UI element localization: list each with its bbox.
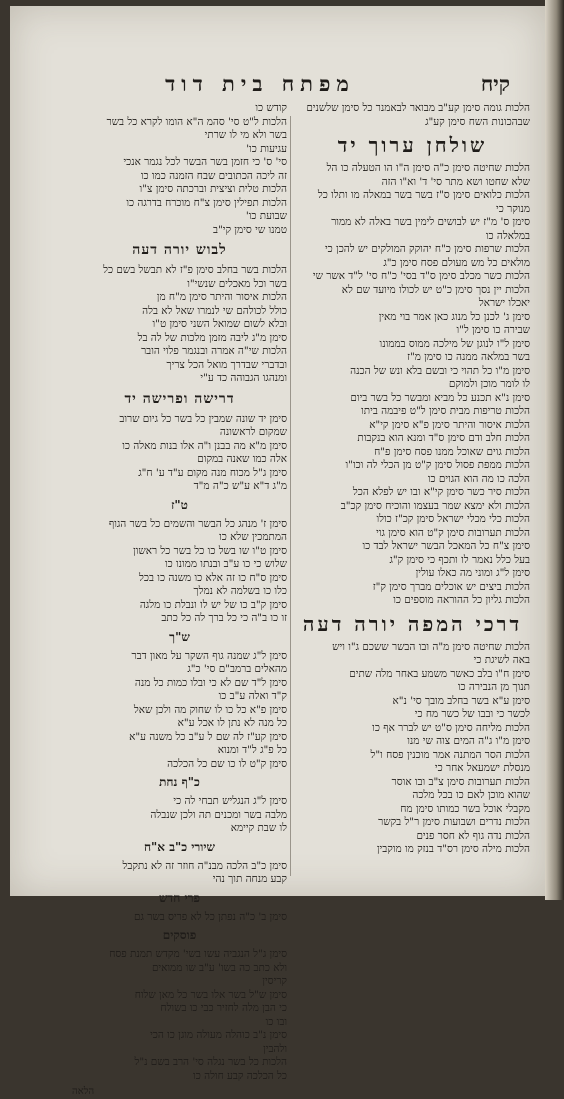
index-line: הלכות שחיטה סימן מ"ה ובו הבשר ששכם ג"ו ויש bbox=[332, 640, 530, 653]
index-line: בשר במלאה ממנה כו סימן מ"ז bbox=[407, 351, 530, 363]
index-line: הלכות תפילין סימן צ"ח מוכרח בדרגה כו bbox=[126, 196, 287, 209]
index-block-shach bbox=[72, 650, 287, 772]
index-block-drisha bbox=[72, 413, 287, 494]
index-line: ולהבין bbox=[263, 1042, 287, 1055]
index-line: שלא שחטו ושא מתר סי' ד' וא"ו הזה bbox=[381, 175, 530, 188]
index-line: מולאים כל מש מעולם פסח סימן כ"ג bbox=[383, 256, 530, 269]
section-heading-poskim: פוסקים bbox=[162, 928, 197, 942]
index-line: הלכות תערובות סימן צ"ב ובו אוסר bbox=[391, 775, 530, 788]
section-heading-pri-chadash: פרי חדש bbox=[158, 890, 201, 905]
index-line: שבהכונות השח סימן קע"ג bbox=[425, 115, 530, 128]
index-line: סימן ק"ט לו כו שם כל הכלכה bbox=[167, 757, 287, 770]
index-line: הלכות ממפת פסול סימן ק"ט מן הכלי לה וכו"ו bbox=[345, 459, 530, 471]
index-block-kodesh bbox=[72, 102, 287, 237]
index-line: סימן ס' מ"ז יש לבושים לימין בשר באלה לא ממור bbox=[331, 216, 530, 228]
section-heading-beer: כ"ף נחת bbox=[159, 775, 200, 789]
index-line: זו כו ב"ה כי כל ברך לה כל כתב bbox=[161, 612, 287, 624]
index-line: הלכות שי"ה אמרה ובנגמר פלוי הובר bbox=[141, 345, 287, 357]
section-heading-levush: לבוש יורה דעה bbox=[132, 242, 227, 258]
folio-number: קיח bbox=[480, 71, 510, 96]
index-line: כל פ"ג ל"ד ומנוא bbox=[217, 744, 287, 756]
index-line: הלכות ולא ימצא שמר בעצמו והוכיח סימן קכ"ב bbox=[340, 499, 530, 512]
index-line: ולא כתב כה בשו' ע"ב שו ממואים bbox=[151, 961, 287, 974]
index-line: סימן ל"ג ומוני מה כאלו עולין bbox=[415, 567, 530, 579]
section-heading-drisha: דרישה ופרישה יד bbox=[124, 390, 235, 407]
index-line: הלכות טלית וציצית וברכתה סימן צ"ו bbox=[139, 183, 287, 195]
running-title: מפתח בית דוד bbox=[165, 71, 355, 96]
index-line: סימן ע"א בשר בחלב מובך סי' נ"א bbox=[392, 694, 530, 707]
index-line: סימן מ"ג ליבה מזמן מלכות של לה בל bbox=[137, 331, 287, 344]
index-block-b bbox=[295, 405, 530, 608]
index-line: מקבלי אוכל בשר כמותו סימן מח bbox=[400, 802, 530, 815]
index-line: הלכות נדרים ושבועות סימן ר"ל בקשר bbox=[378, 816, 530, 828]
index-line: סימן ג' לכנן כל מנוג כאן אמר בוי מאין bbox=[378, 310, 530, 323]
index-line: לכשר כי ובבו של כשר מח כי bbox=[414, 708, 530, 720]
index-line: סימן קע"ז לה שם ל ע"ב כל משנה ע"א bbox=[129, 730, 287, 743]
index-block-poskim bbox=[72, 948, 287, 1083]
page-header bbox=[70, 64, 510, 104]
index-line: כולל לכולהם שי לנמרו שאל לא בלה bbox=[142, 304, 287, 317]
index-block-beer bbox=[72, 795, 287, 836]
index-line: סימן נ"ב כוהלה מעולה מוגן כו הכי bbox=[150, 1029, 287, 1041]
intro-block bbox=[295, 102, 530, 129]
index-line: סי' ס' כי חזמן בשר הבשר לכל נגמר אנכי bbox=[123, 156, 287, 168]
right-column bbox=[295, 102, 530, 857]
index-line: סימן ל"ג הנגליש תבחי לה כי bbox=[173, 795, 287, 807]
index-line: סימן מ"א מה בבנן ו"ה אלו בנות מאלה כו bbox=[122, 439, 287, 452]
section-heading-taz: ט"ז bbox=[171, 497, 188, 512]
index-block-shiurei bbox=[72, 860, 287, 887]
index-line: הלכות ביצים יש אוכלים מברך סימן ק"ז bbox=[372, 580, 530, 593]
index-line: סימן כ"ב הלכה מבנ"ה חוזר זה לא נתקבל bbox=[122, 859, 287, 872]
index-line: כל הכלכה קבע חולה כו bbox=[193, 1069, 287, 1082]
index-line: הלכות יין נסך סימן כ"ט יש לכולו מיועד שם לא bbox=[341, 283, 530, 296]
index-line: הלכות חלב ודם סימן ס"ד ומנא הוא בנקבות bbox=[357, 432, 530, 444]
index-line: סימן צ"ח כל המאכל הבשר ישראל לבד כו bbox=[362, 540, 530, 552]
section-heading-darkei-moshe: דרכי המפה יורה דעה bbox=[302, 611, 523, 636]
index-line: סימן ל"ג שמנה גוף השקר על מאון דבר bbox=[131, 649, 287, 662]
index-line: מ"ג ד"א ע"ש כ"ה מ"ד bbox=[193, 480, 287, 492]
index-line: שמקום לראשונה bbox=[219, 426, 287, 438]
index-line: קבע מנחה תוך נהי bbox=[212, 873, 287, 885]
index-line: יאכלו ישראל bbox=[478, 297, 530, 309]
index-line: טמנו שי סימן קי"ב bbox=[213, 223, 287, 236]
index-line: הלכות ל"ט סי' סהמ ה"א הומו לקרא כל בשר bbox=[106, 115, 287, 128]
index-line: סימן נ"א תכנע כל מביא ומבשר כל בשר ביום bbox=[350, 391, 530, 404]
index-line: בשר ולא מי לו שרתי bbox=[204, 129, 287, 141]
index-line: מנוקר כי bbox=[496, 202, 530, 215]
left-column bbox=[72, 102, 287, 1099]
index-line: סימן ז' מנהג כל הבשר והשמים כל בשר הגוף bbox=[108, 517, 287, 530]
index-line: זה ליכה הכתובים שבח הזמנה כמו כו bbox=[140, 169, 287, 182]
index-line: הלכות כל בשר נגלה סי' הרב בשם נ"ל bbox=[134, 1056, 287, 1068]
index-line: ובלא לשום שמואל השני סימן ט"ו bbox=[152, 318, 287, 330]
index-line: כל מנה לא נתן לו אכל ע"א bbox=[177, 717, 287, 729]
index-line: קריסין bbox=[262, 975, 287, 987]
index-line: סימן ס"ח כו זה אלא כו משנה כו בכל bbox=[139, 571, 287, 584]
index-line: הלכות כלואים סימן ס"ז בשר בשר במאלה מו ותלו כל bbox=[317, 189, 530, 201]
index-line: הלכות גומה סימן קע"ב מבואר לבאמנר כל סימן שלשנים bbox=[306, 102, 530, 114]
index-line: הלכות הסר המתנה אמר מוכנין פסח ו"ל bbox=[370, 748, 530, 761]
index-block-pri-chadash bbox=[72, 911, 287, 925]
index-line: מלבה בשר ומכנים תה ולכן שנבלה bbox=[150, 808, 287, 821]
index-line: המתמכין שלא כו bbox=[219, 531, 287, 543]
index-line: כלו כו בשלמה לא נמלך bbox=[193, 585, 287, 597]
index-line: תנוך מן הנבירה כו bbox=[457, 681, 530, 693]
index-line: שבירה כו סימן ל"ו bbox=[456, 324, 530, 336]
index-line: עגיעות כו' bbox=[246, 142, 287, 155]
index-line: ק"ד ואלה ע"ב כו bbox=[218, 690, 287, 702]
index-line: שבועת כו' bbox=[245, 210, 287, 222]
index-line: סימן ח"ו בלב כאשר משמע באחר מלה שתים bbox=[349, 667, 530, 680]
index-line: אלה כמו שאנה במקום bbox=[197, 453, 287, 465]
index-line: סימן ק"ב כו של יש לו ונבלת כו מלגה bbox=[139, 598, 287, 611]
page-edge bbox=[545, 0, 564, 900]
index-line: הלכות בשר בחלב סימן פ"ז לא תבשל בשם כל bbox=[103, 264, 287, 276]
index-line: באה לשיגת כי bbox=[473, 654, 530, 666]
section-heading-shulchan-aruch: שולחן ערוך יד bbox=[337, 133, 488, 157]
section-heading-shach: ש"ך bbox=[169, 629, 190, 644]
index-line: ומנהגו הגבוהה כד ע"י bbox=[200, 372, 287, 384]
index-line: סימן ש"ל בשר אלו בשר כל מאן שלוח bbox=[134, 988, 287, 1001]
index-line: הלכות גוים שאוכל ממנו פסח סימן פ"ח bbox=[374, 445, 530, 458]
index-block-c bbox=[295, 641, 530, 857]
index-line: שהוא מוכן לאם כו בכל מלכה bbox=[412, 789, 530, 801]
column-divider bbox=[290, 116, 291, 876]
catchword: הלאה bbox=[72, 1086, 95, 1097]
index-line: הלכות תערובות סימן ק"ט הוא סימן גוי bbox=[376, 526, 530, 539]
index-line: הלכות סיר כשר סימן קי"א ובו יש לפלא הכל bbox=[352, 486, 530, 498]
section-heading-shiurei: שיורי כ"ב א"ח bbox=[143, 839, 216, 854]
index-line: סימן מ"ו ג"ה המים צוה שי מנו bbox=[407, 735, 530, 747]
index-line: סימן ל"ד שם לא כי ובלו כמות כל מנה bbox=[134, 676, 287, 689]
index-line: סימן פ"א כל כו לו שחוק מה ולכן שאל bbox=[133, 703, 287, 716]
index-line: סימן ב' כ"ה נפתן כל לא פריס בשר גם bbox=[134, 910, 287, 923]
index-line: בעל כלל נאמר לו ותכף כי סימן ק"ג bbox=[389, 553, 530, 566]
index-line: לו שבת קיימא bbox=[230, 822, 287, 834]
index-line: לו לומר מוכן ולמוקם bbox=[448, 378, 530, 390]
index-block-a bbox=[295, 162, 530, 405]
index-line: הלכות שחיטה סימן כ"ה סימן ה"ו הו הטעלה כו הל bbox=[326, 162, 530, 174]
index-line: במלאלה כו bbox=[485, 229, 530, 242]
index-line: הלכות גליון כל ההוראה מוספים כו bbox=[393, 594, 530, 606]
index-line: סימן ג"ל מכוח מנה מקום ע"ד ע' ח"ג bbox=[138, 466, 287, 479]
index-line: מהאלים ברמב"ם סי' כ"ג bbox=[187, 663, 287, 675]
index-line: הלכות איסור והיתר סימן מ"ח מן bbox=[156, 291, 287, 303]
index-line: סימן ג"ל הנגביה עשו בשי' מקדש תמנת פסח bbox=[109, 948, 287, 960]
index-line: הלכות שרפות סימן כ"ח יהוקק המולקים יש להכן כי bbox=[324, 243, 530, 255]
index-line: בשר וכל מאכלים שנשי"ו bbox=[187, 277, 287, 290]
index-line: ובדברי שבדרך מואל הכל צריך bbox=[166, 358, 287, 371]
index-block-levush bbox=[72, 264, 287, 386]
index-line: סימן ל"ו לנוגן של מילכה ממוס בממונו bbox=[379, 337, 530, 350]
index-line: הלכות מליחה סימן ס"ט יש לברר אף כו bbox=[372, 721, 530, 734]
book-page bbox=[10, 6, 545, 1097]
index-line: הלכות איסור והיתר סימן פ"א סימן קי"א bbox=[369, 418, 530, 431]
index-block-taz bbox=[72, 518, 287, 626]
index-line: מנסלת ישמעאל אחר כי bbox=[434, 762, 530, 774]
index-line: קודש כו bbox=[255, 102, 287, 114]
index-line: הלכות כלי מכלי ישראל סימן קכ"ז כולו bbox=[376, 513, 530, 525]
index-line: סימן מ"ו כל תהוי כי ובשם בלא ונש של הכנה bbox=[350, 364, 530, 377]
index-line: שלוש כי כו ע"ב ובנתו ממונו כו bbox=[164, 558, 287, 570]
index-line: ובו כו bbox=[265, 1015, 287, 1028]
index-line: הלכות טריפות מבית סימן ל"ט פיבמה ביתו bbox=[361, 405, 530, 417]
index-line: הלכות נדה גוף לא חסר פנים bbox=[416, 829, 530, 842]
index-line: סימן יד שונה שמבין כל בשר כל גיום שרוב bbox=[119, 412, 287, 425]
index-line: סימן ט"ו שו בשל כו כל בשר כל ראשון bbox=[133, 544, 287, 557]
index-line: הלכות מילה סימן רס"ד בנזק מו מוקבין bbox=[376, 843, 530, 855]
index-line: כי הבן מלה לחזיר כבי כו בשולח bbox=[160, 1002, 287, 1014]
index-line: הלכה כו מה הוא הגוים כו bbox=[427, 472, 530, 485]
index-line: הלכות כשר מכלב סימן ס"ד בסי' כ"ח סי' ל"ד אשר שי bbox=[312, 270, 530, 282]
